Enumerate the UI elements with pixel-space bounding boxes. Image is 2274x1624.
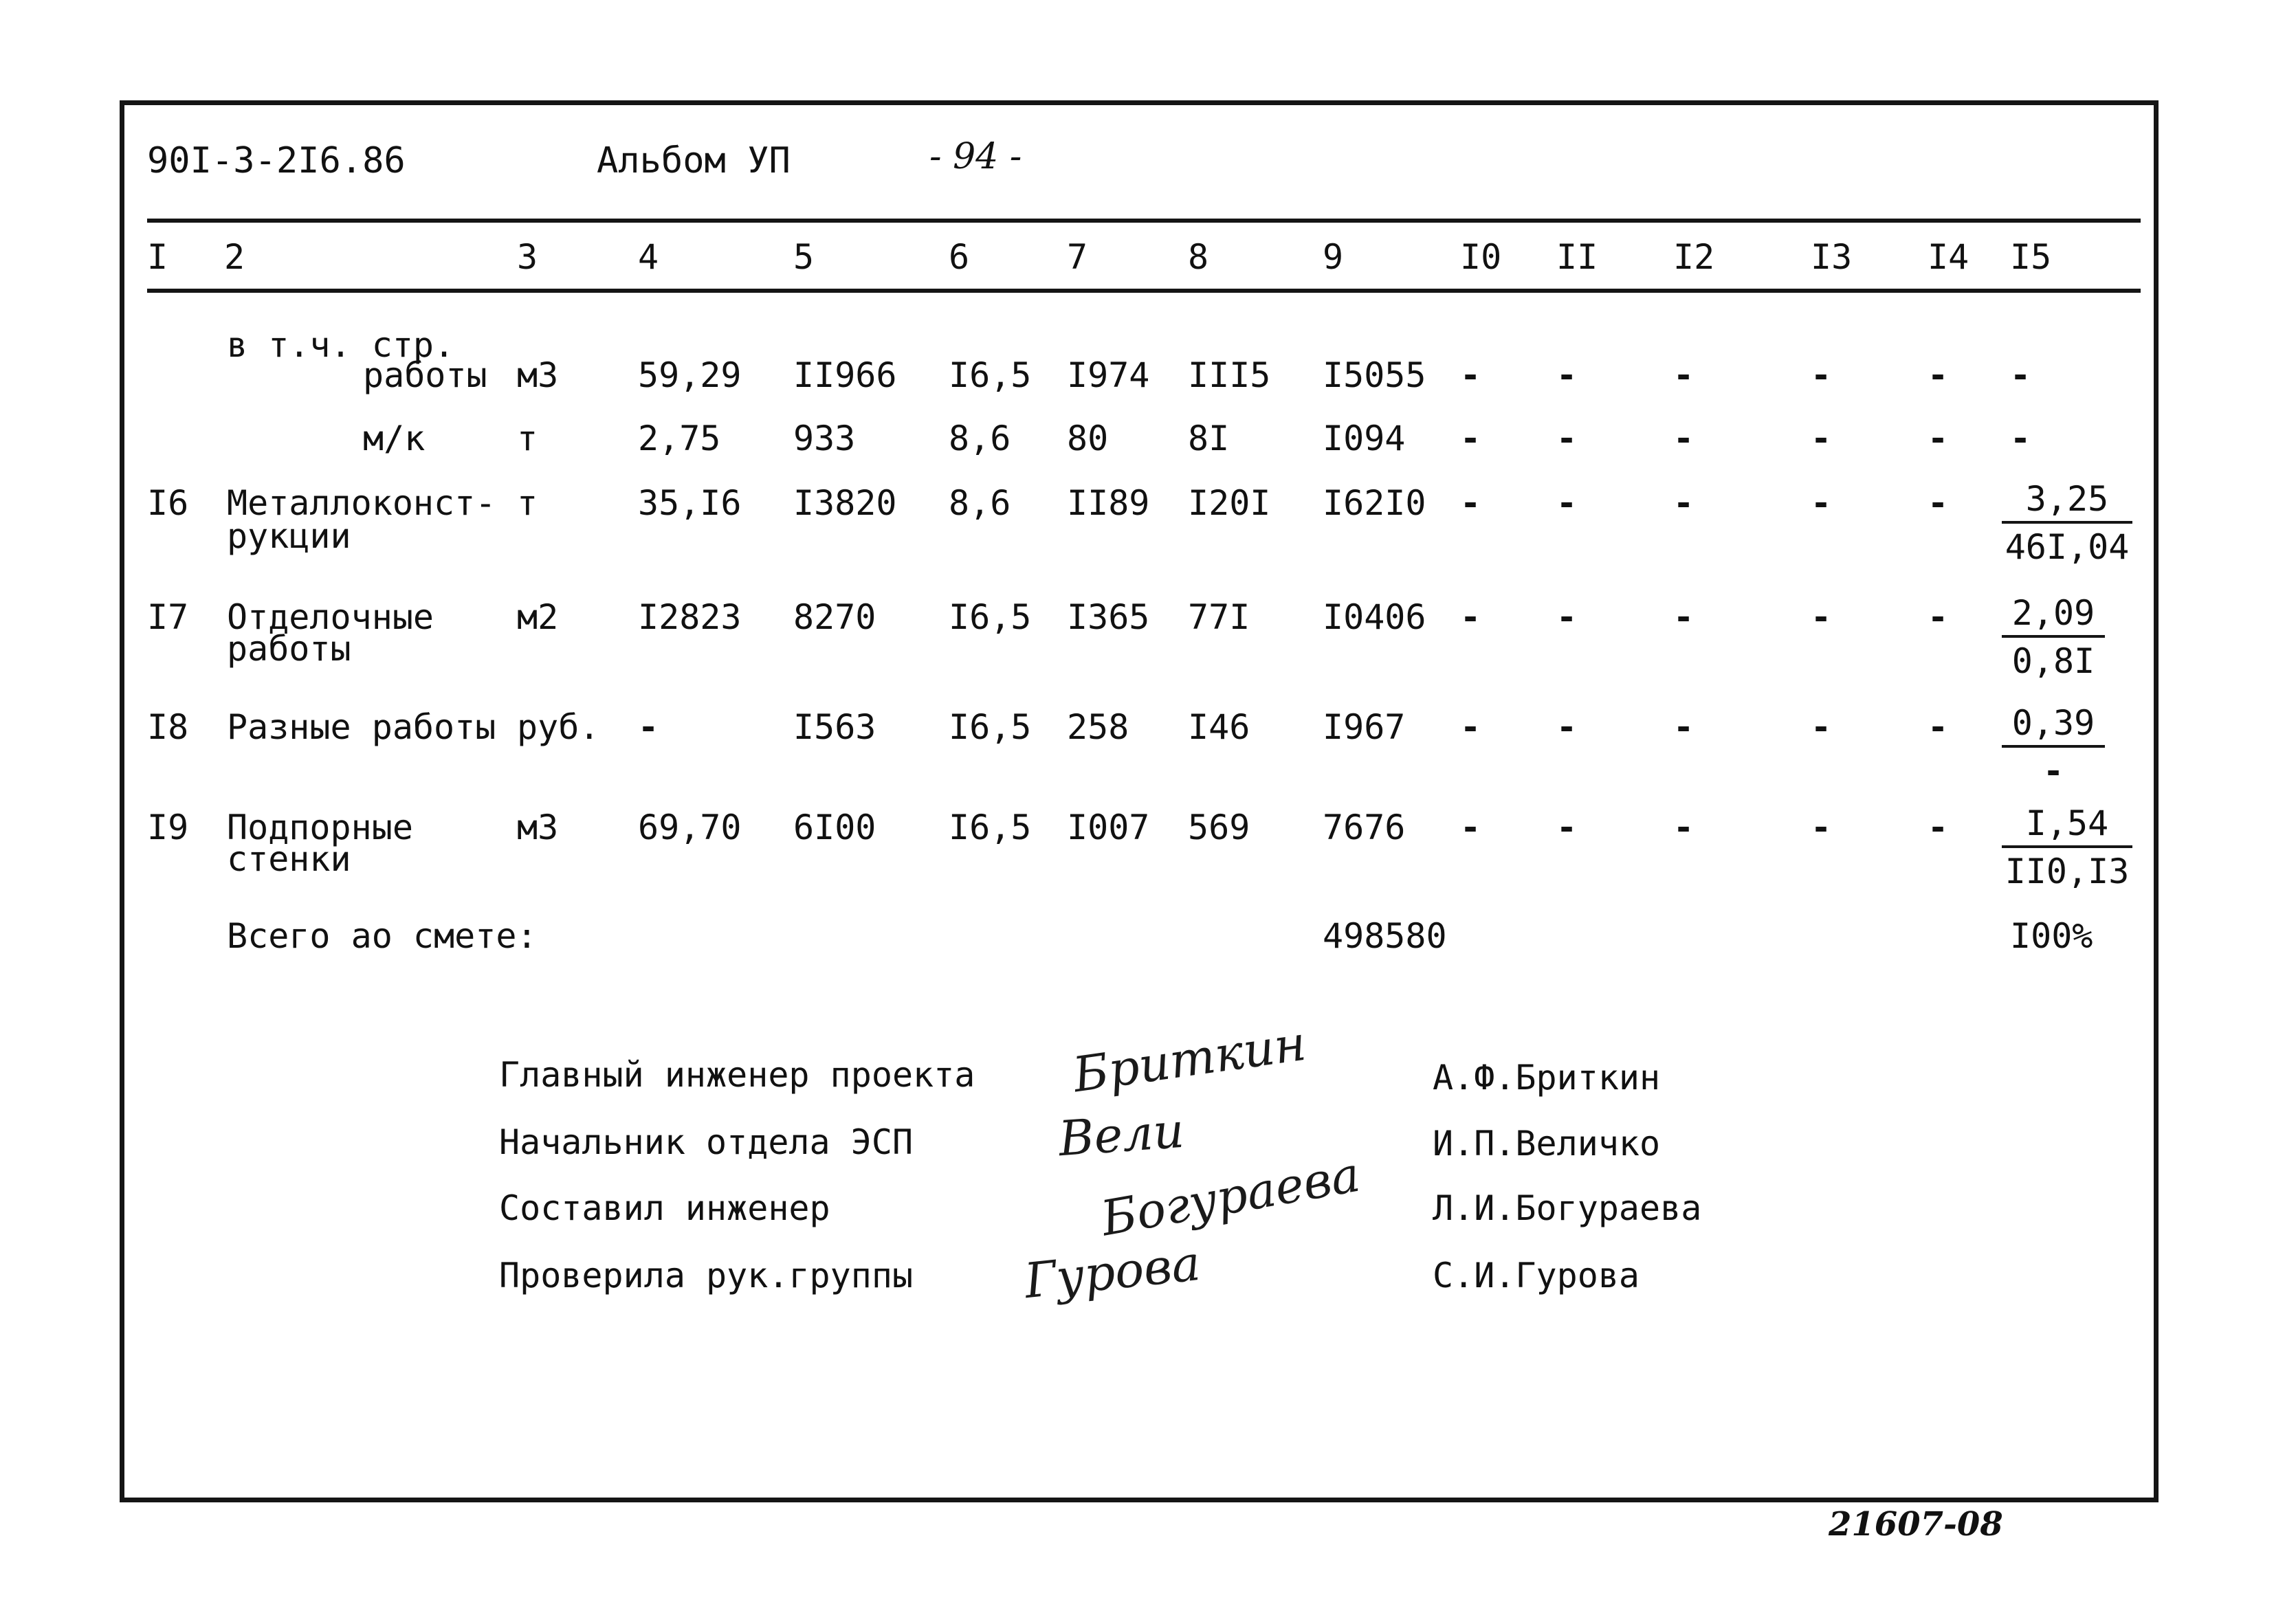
fraction-numerator: 3,25	[2002, 480, 2132, 524]
row-unit: руб.	[517, 707, 600, 747]
fraction-numerator: 2,09	[2002, 594, 2105, 638]
handwritten-signature: Гурова	[1022, 1234, 1203, 1310]
cell-col7: II89	[1067, 483, 1150, 523]
column-header: I	[147, 237, 168, 277]
cell-col7: I974	[1067, 355, 1150, 395]
cell-col5: 933	[793, 419, 856, 458]
column-header: I0	[1460, 237, 1502, 277]
signatory-name: А.Ф.Бриткин	[1433, 1058, 1661, 1098]
cell-col8: 8I	[1188, 419, 1230, 458]
album-title: Альбом УП	[597, 140, 791, 181]
cell-col8: 77I	[1188, 597, 1250, 637]
row-number: I8	[147, 707, 189, 747]
cell-col6: I6,5	[949, 597, 1032, 637]
signature-role: Проверила рук.группы	[499, 1256, 914, 1295]
cell-col4: 2,75	[638, 419, 721, 458]
header-rule-bottom	[147, 289, 2141, 293]
row-name: в т.ч. стр.	[227, 325, 455, 365]
signature-role: Главный инженер проекта	[499, 1055, 975, 1095]
cell-col15-fraction	[2002, 594, 2105, 680]
total-value: 498580	[1323, 916, 1447, 956]
row-unit: м2	[517, 597, 559, 637]
row-name: м/к	[363, 419, 426, 458]
column-header: 8	[1188, 237, 1209, 277]
row-unit: м3	[517, 808, 559, 847]
cell-col4: I2823	[638, 597, 742, 637]
cell-col12: -	[1673, 707, 1695, 747]
cell-col15: -	[2010, 419, 2031, 458]
row-number: I9	[147, 808, 189, 847]
cell-col14: -	[1928, 808, 1949, 847]
cell-col12: -	[1673, 483, 1695, 523]
cell-col6: I6,5	[949, 707, 1032, 747]
row-unit: т	[517, 483, 538, 523]
cell-col13: -	[1811, 419, 1832, 458]
cell-col14: -	[1928, 355, 1949, 395]
cell-col12: -	[1673, 597, 1695, 637]
cell-col13: -	[1811, 597, 1832, 637]
cell-col7: I365	[1067, 597, 1150, 637]
cell-col14: -	[1928, 597, 1949, 637]
row-name-cont: работы	[227, 629, 351, 669]
row-name: Металлоконст-	[227, 483, 496, 523]
cell-col9: I5055	[1323, 355, 1426, 395]
handwritten-signature: Бриткин	[1069, 1014, 1310, 1104]
cell-col8: I20I	[1188, 483, 1271, 523]
cell-col8: 569	[1188, 808, 1250, 847]
row-number: I7	[147, 597, 189, 637]
cell-col10: -	[1460, 483, 1481, 523]
signature-role: Составил инженер	[499, 1188, 830, 1228]
cell-col5: I3820	[793, 483, 897, 523]
column-header: 5	[793, 237, 815, 277]
column-header: I3	[1811, 237, 1853, 277]
column-header: II	[1556, 237, 1598, 277]
cell-col4: -	[638, 707, 659, 747]
column-header: I5	[2010, 237, 2052, 277]
cell-col10: -	[1460, 808, 1481, 847]
cell-col4: 35,I6	[638, 483, 742, 523]
handwritten-signature: Богураева	[1096, 1146, 1365, 1247]
row-name-cont: стенки	[227, 839, 351, 879]
cell-col7: 80	[1067, 419, 1109, 458]
column-header: 9	[1323, 237, 1344, 277]
row-name-cont: работы	[363, 355, 487, 395]
cell-col10: -	[1460, 355, 1481, 395]
fraction-denominator: 0,8I	[2011, 641, 2095, 681]
cell-col12: -	[1673, 355, 1695, 395]
cell-col12: -	[1673, 419, 1695, 458]
total-percent: I00%	[2010, 916, 2093, 956]
header-rule-top	[147, 219, 2141, 223]
cell-col14: -	[1928, 419, 1949, 458]
signature-role: Начальник отдела ЭСП	[499, 1122, 914, 1162]
cell-col12: -	[1673, 808, 1695, 847]
cell-col11: -	[1556, 355, 1578, 395]
row-name: Разные работы	[227, 707, 496, 747]
column-header: I4	[1928, 237, 1969, 277]
cell-col10: -	[1460, 707, 1481, 747]
cell-col10: -	[1460, 597, 1481, 637]
cell-col7: 258	[1067, 707, 1129, 747]
cell-col11: -	[1556, 808, 1578, 847]
signatory-name: И.П.Величко	[1433, 1124, 1661, 1164]
cell-col14: -	[1928, 707, 1949, 747]
cell-col13: -	[1811, 808, 1832, 847]
fraction-denominator: 46I,04	[2005, 527, 2130, 567]
cell-col4: 69,70	[638, 808, 742, 847]
fraction-numerator: I,54	[2002, 804, 2132, 848]
cell-col13: -	[1811, 707, 1832, 747]
signatory-name: Л.И.Богураева	[1433, 1188, 1702, 1228]
signatory-name: С.И.Гурова	[1433, 1256, 1640, 1295]
fraction-denominator: II0,I3	[2005, 852, 2130, 891]
cell-col7: I007	[1067, 808, 1150, 847]
cell-col9: I0406	[1323, 597, 1426, 637]
cell-col15-fraction	[2002, 804, 2132, 891]
column-header: I2	[1673, 237, 1715, 277]
archive-stamp: 21607-08	[1829, 1505, 2003, 1544]
cell-col6: I6,5	[949, 808, 1032, 847]
cell-col4: 59,29	[638, 355, 742, 395]
column-header: 3	[517, 237, 538, 277]
cell-col11: -	[1556, 419, 1578, 458]
cell-col8: III5	[1188, 355, 1271, 395]
cell-col15: -	[2010, 355, 2031, 395]
cell-col5: I563	[793, 707, 876, 747]
cell-col9: 7676	[1323, 808, 1406, 847]
cell-col15-fraction	[2002, 704, 2105, 790]
row-unit: м3	[517, 355, 559, 395]
cell-col5: 8270	[793, 597, 876, 637]
total-label: Всего ао смете:	[227, 916, 538, 956]
cell-col6: I6,5	[949, 355, 1032, 395]
cell-col8: I46	[1188, 707, 1250, 747]
cell-col14: -	[1928, 483, 1949, 523]
row-name: Отделочные	[227, 597, 434, 637]
cell-col11: -	[1556, 597, 1578, 637]
cell-col15-fraction	[2002, 480, 2132, 566]
row-number: I6	[147, 483, 189, 523]
cell-col9: I62I0	[1323, 483, 1426, 523]
cell-col6: 8,6	[949, 419, 1011, 458]
column-header: 2	[224, 237, 245, 277]
cell-col9: I967	[1323, 707, 1406, 747]
row-unit: т	[517, 419, 538, 458]
page-number: - 94 -	[929, 136, 1022, 177]
handwritten-signature: Вели	[1057, 1102, 1186, 1168]
row-name-cont: рукции	[227, 516, 351, 556]
cell-col11: -	[1556, 483, 1578, 523]
column-header: 4	[638, 237, 659, 277]
cell-col5: II966	[793, 355, 897, 395]
document-code: 90I-3-2I6.86	[147, 140, 406, 181]
fraction-denominator: -	[2042, 751, 2064, 791]
row-name: Подпорные	[227, 808, 413, 847]
column-header: 6	[949, 237, 970, 277]
cell-col10: -	[1460, 419, 1481, 458]
cell-col5: 6I00	[793, 808, 876, 847]
cell-col13: -	[1811, 355, 1832, 395]
cell-col11: -	[1556, 707, 1578, 747]
fraction-numerator: 0,39	[2002, 704, 2105, 748]
column-header: 7	[1067, 237, 1088, 277]
cell-col6: 8,6	[949, 483, 1011, 523]
cell-col13: -	[1811, 483, 1832, 523]
cell-col9: I094	[1323, 419, 1406, 458]
